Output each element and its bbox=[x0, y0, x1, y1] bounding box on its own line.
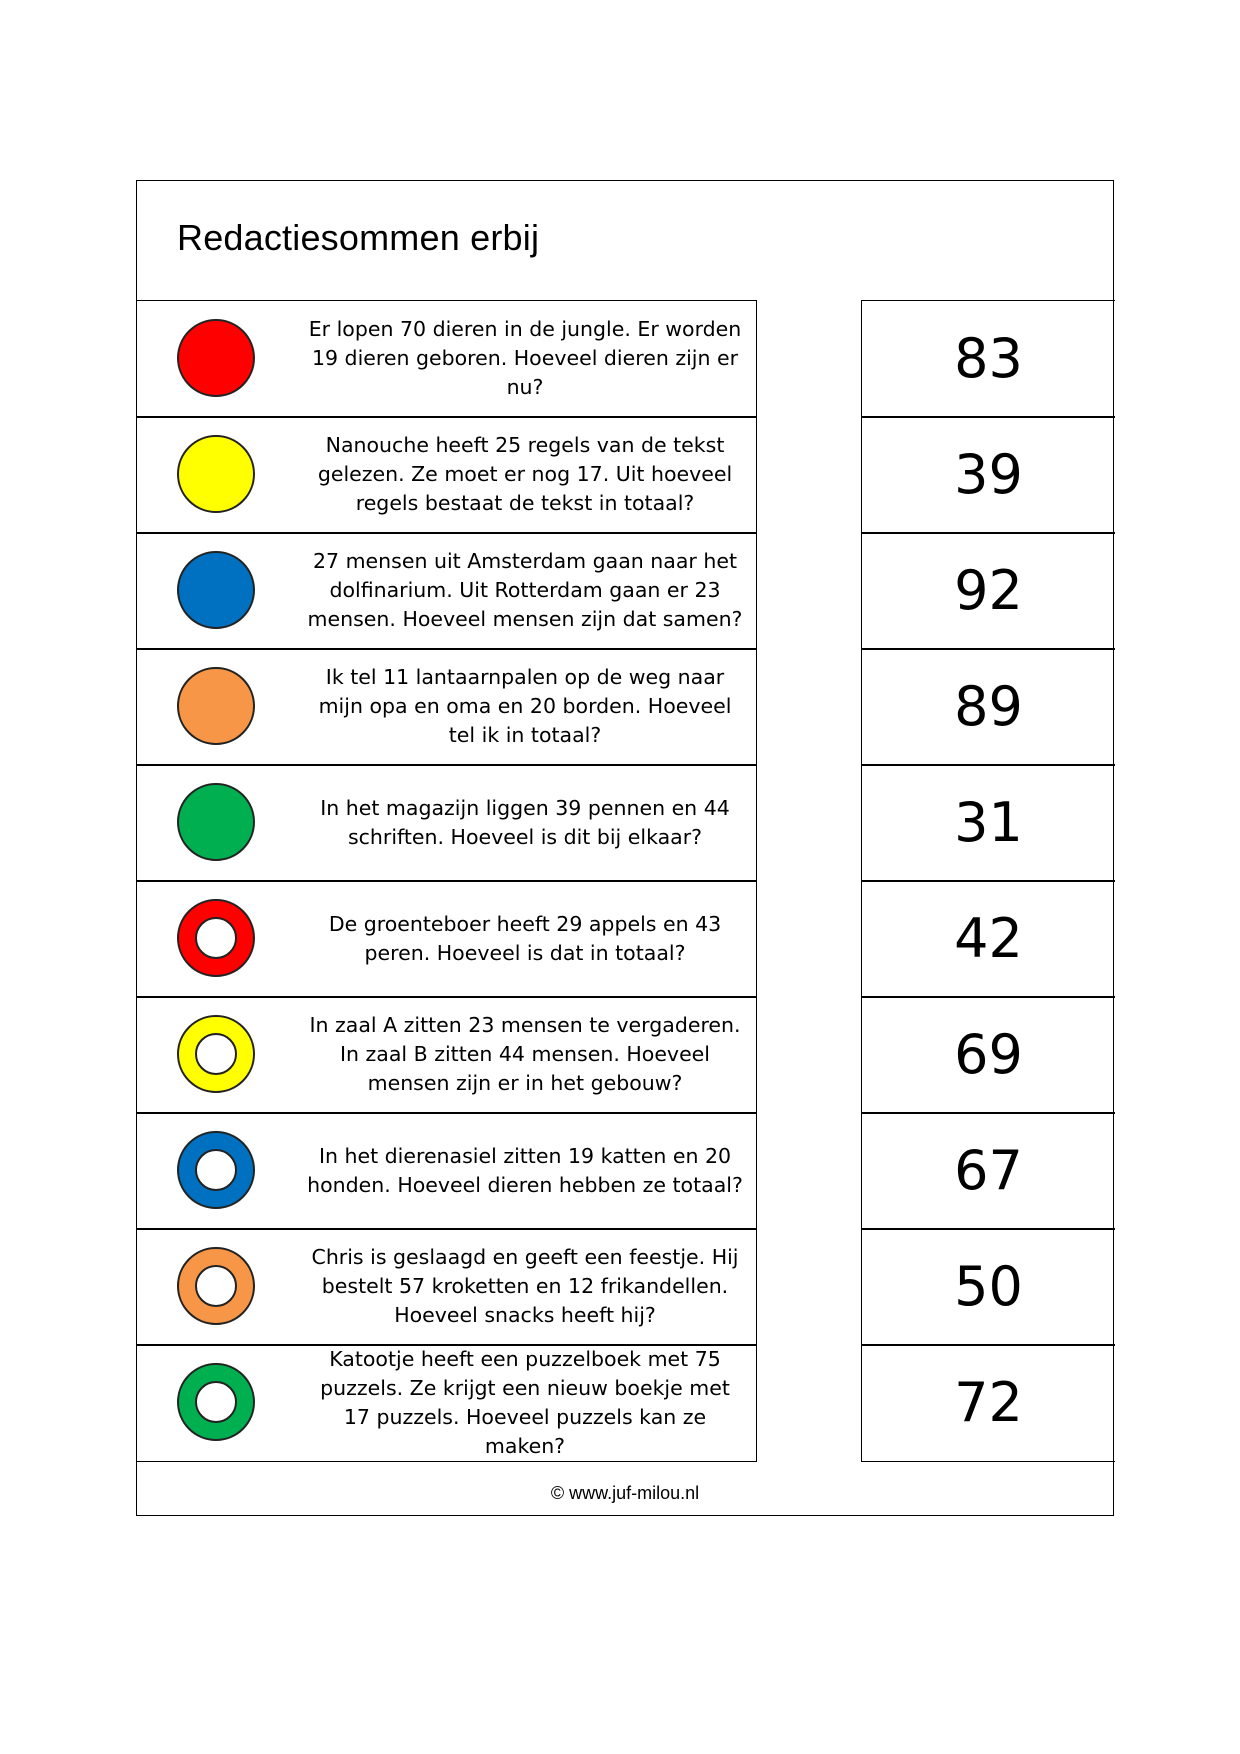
yellow-ring-icon bbox=[177, 1015, 255, 1093]
answer-value: 31 bbox=[954, 791, 1023, 855]
question-row bbox=[136, 1228, 757, 1346]
question-row bbox=[136, 300, 757, 418]
answer-value: 89 bbox=[954, 675, 1023, 739]
answer-value: 39 bbox=[954, 443, 1023, 507]
orange-dot-icon bbox=[177, 667, 255, 745]
blue-ring-icon bbox=[177, 1131, 255, 1209]
question-text: Er lopen 70 dieren in de jungle. Er worden 19 dieren geboren. Hoeveel dieren zijn er nu? bbox=[308, 317, 742, 400]
question-row bbox=[136, 880, 757, 998]
question-text: De groenteboer heeft 29 appels en 43 peren. Hoeveel is dat in totaal? bbox=[328, 911, 722, 965]
answer-cell bbox=[861, 532, 1115, 650]
answer-value: 83 bbox=[954, 327, 1023, 391]
answer-cell bbox=[861, 1112, 1115, 1230]
question-row bbox=[136, 996, 757, 1114]
answer-cell bbox=[861, 764, 1115, 882]
question-text: In het dierenasiel zitten 19 katten en 20 honden. Hoeveel dieren hebben ze totaal? bbox=[307, 1143, 743, 1197]
answer-value: 67 bbox=[954, 1139, 1023, 1203]
red-dot-icon bbox=[177, 319, 255, 397]
question-row bbox=[136, 416, 757, 534]
red-ring-icon bbox=[177, 899, 255, 977]
answer-value: 50 bbox=[954, 1255, 1023, 1319]
question-column bbox=[136, 300, 757, 1462]
question-row bbox=[136, 648, 757, 766]
answer-value: 72 bbox=[954, 1371, 1023, 1435]
answer-value: 69 bbox=[954, 1023, 1023, 1087]
question-text: Nanouche heeft 25 regels van de tekst gelezen. Ze moet er nog 17. Uit hoeveel regels bestaat de tekst in totaal? bbox=[317, 433, 733, 516]
answer-column bbox=[861, 300, 1115, 1462]
question-text: In het magazijn liggen 39 pennen en 44 schriften. Hoeveel is dit bij elkaar? bbox=[320, 795, 730, 849]
question-text: Chris is geslaagd en geeft een feestje. Hij bestelt 57 kroketten en 12 frikandellen. Hoeveel snacks heeft hij? bbox=[311, 1245, 739, 1328]
answer-cell bbox=[861, 648, 1115, 766]
green-ring-icon bbox=[177, 1363, 255, 1441]
question-row bbox=[136, 532, 757, 650]
page-title: Redactiesommen erbij bbox=[177, 217, 540, 258]
question-row bbox=[136, 764, 757, 882]
blue-dot-icon bbox=[177, 551, 255, 629]
worksheet bbox=[136, 180, 1114, 1516]
question-row bbox=[136, 1344, 757, 1462]
question-text: In zaal A zitten 23 mensen te vergaderen. In zaal B zitten 44 mensen. Hoeveel mensen zijn er in het gebouw? bbox=[309, 1013, 741, 1096]
answer-cell bbox=[861, 1344, 1115, 1462]
answer-value: 42 bbox=[954, 907, 1023, 971]
answer-cell bbox=[861, 1228, 1115, 1346]
question-text: Ik tel 11 lantaarnpalen op de weg naar mijn opa en oma en 20 borden. Hoeveel tel ik in totaal? bbox=[318, 665, 732, 748]
answer-cell bbox=[861, 880, 1115, 998]
question-row bbox=[136, 1112, 757, 1230]
orange-ring-icon bbox=[177, 1247, 255, 1325]
copyright-footer: © www.juf-milou.nl bbox=[550, 1482, 700, 1503]
answer-cell bbox=[861, 300, 1115, 418]
green-dot-icon bbox=[177, 783, 255, 861]
question-text: Katootje heeft een puzzelboek met 75 puzzels. Ze krijgt een nieuw boekje met 17 puzzels. Hoeveel puzzels kan ze maken? bbox=[320, 1346, 730, 1458]
answer-cell bbox=[861, 416, 1115, 534]
question-text: 27 mensen uit Amsterdam gaan naar het dolfinarium. Uit Rotterdam gaan er 23 mensen. Hoeveel mensen zijn dat samen? bbox=[307, 549, 743, 632]
answer-value: 92 bbox=[954, 559, 1023, 623]
yellow-dot-icon bbox=[177, 435, 255, 513]
answer-cell bbox=[861, 996, 1115, 1114]
